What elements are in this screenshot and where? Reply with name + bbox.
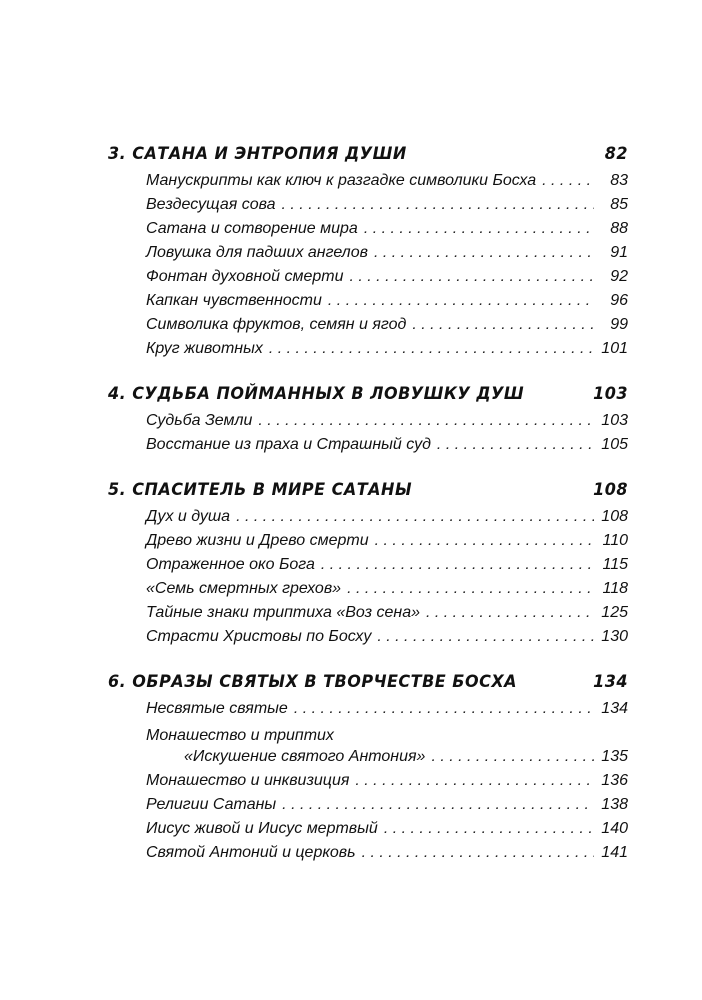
section-list bbox=[108, 508, 628, 652]
entry-label: Отраженное око Бога bbox=[146, 556, 315, 573]
dot-leader bbox=[269, 340, 594, 358]
entry-page-number: 125 bbox=[601, 604, 628, 621]
chapter-page-number: 134 bbox=[593, 670, 628, 692]
entry-page-number: 105 bbox=[601, 436, 628, 453]
dot-leader bbox=[236, 508, 594, 526]
toc-entry bbox=[108, 604, 628, 628]
dot-leader bbox=[384, 820, 594, 838]
entry-page-number: 135 bbox=[601, 748, 628, 765]
entry-label: Религии Сатаны bbox=[146, 796, 277, 813]
entry-page-number: 96 bbox=[610, 292, 628, 309]
toc-entry bbox=[108, 796, 628, 820]
section-list bbox=[108, 700, 628, 868]
entry-page-number: 134 bbox=[601, 700, 628, 717]
entry-label: Манускрипты как ключ к разгадке символики Босха bbox=[146, 172, 537, 189]
entry-label: Иисус живой и Иисус мертвый bbox=[146, 820, 378, 837]
entry-label: Древо жизни и Древо смерти bbox=[146, 532, 369, 549]
chapter-heading bbox=[108, 479, 628, 509]
dot-leader bbox=[362, 844, 594, 862]
entry-label: Сатана и сотворение мира bbox=[146, 220, 358, 237]
entry-page-number: 99 bbox=[610, 316, 628, 333]
chapter-4 bbox=[108, 384, 628, 460]
dot-leader bbox=[374, 244, 594, 262]
toc-entry bbox=[108, 556, 628, 580]
entry-label: Судьба Земли bbox=[146, 412, 253, 429]
dot-leader bbox=[426, 604, 594, 622]
entry-label: Монашество и триптих bbox=[146, 727, 334, 744]
toc-entry bbox=[108, 316, 628, 340]
entry-label: Несвятые святые bbox=[146, 700, 288, 717]
chapter-title: 6. ОБРАЗЫ СВЯТЫХ В ТВОРЧЕСТВЕ БОСХА bbox=[108, 670, 518, 692]
entry-label: Страсти Христовы по Босху bbox=[146, 628, 372, 645]
toc-entry bbox=[108, 196, 628, 220]
entry-page-number: 141 bbox=[601, 844, 628, 861]
table-of-contents bbox=[108, 144, 628, 888]
entry-label: Монашество и инквизиция bbox=[146, 772, 350, 789]
dot-leader bbox=[328, 292, 594, 310]
toc-entry bbox=[108, 532, 628, 556]
entry-page-number: 91 bbox=[610, 244, 628, 261]
chapter-title: 5. СПАСИТЕЛЬ В МИРЕ САТАНЫ bbox=[108, 478, 413, 500]
dot-leader bbox=[412, 316, 594, 334]
entry-label: «Семь смертных грехов» bbox=[146, 580, 342, 597]
section-list bbox=[108, 412, 628, 460]
entry-label: Святой Антоний и церковь bbox=[146, 844, 356, 861]
toc-entry bbox=[108, 700, 628, 724]
entry-label: Капкан чувственности bbox=[146, 292, 322, 309]
entry-page-number: 101 bbox=[601, 340, 628, 357]
dot-leader bbox=[321, 556, 594, 574]
toc-entry bbox=[108, 220, 628, 244]
dot-leader bbox=[282, 196, 594, 214]
dot-leader bbox=[375, 532, 594, 550]
toc-entry bbox=[108, 580, 628, 604]
entry-page-number: 140 bbox=[601, 820, 628, 837]
entry-page-number: 88 bbox=[610, 220, 628, 237]
dot-leader bbox=[364, 220, 594, 238]
toc-entry bbox=[108, 340, 628, 364]
chapter-5 bbox=[108, 480, 628, 652]
toc-entry bbox=[108, 724, 628, 772]
chapter-heading bbox=[108, 671, 628, 701]
entry-label-line2: «Искушение святого Антония» bbox=[184, 748, 426, 765]
toc-entry bbox=[108, 268, 628, 292]
entry-page-number: 92 bbox=[610, 268, 628, 285]
entry-page-number: 138 bbox=[601, 796, 628, 813]
toc-entry bbox=[108, 820, 628, 844]
chapter-title: 4. СУДЬБА ПОЙМАННЫХ В ЛОВУШКУ ДУШ bbox=[108, 382, 525, 404]
entry-page-number: 108 bbox=[601, 508, 628, 525]
entry-page-number: 103 bbox=[601, 412, 628, 429]
chapter-3 bbox=[108, 144, 628, 364]
dot-leader bbox=[437, 436, 594, 454]
entry-label: Тайные знаки триптиха «Воз сена» bbox=[146, 604, 420, 621]
dot-leader bbox=[542, 172, 594, 190]
chapter-title: 3. САТАНА И ЭНТРОПИЯ ДУШИ bbox=[108, 142, 407, 164]
toc-entry bbox=[108, 292, 628, 316]
section-list bbox=[108, 172, 628, 364]
dot-leader bbox=[282, 796, 594, 814]
dot-leader bbox=[294, 700, 594, 718]
entry-label: Восстание из праха и Страшный суд bbox=[146, 436, 431, 453]
chapter-heading bbox=[108, 383, 628, 413]
toc-entry bbox=[108, 844, 628, 868]
chapter-page-number: 82 bbox=[604, 142, 628, 164]
toc-entry bbox=[108, 508, 628, 532]
chapter-heading bbox=[108, 143, 628, 173]
entry-label: Символика фруктов, семян и ягод bbox=[146, 316, 407, 333]
toc-entry bbox=[108, 412, 628, 436]
entry-page-number: 118 bbox=[602, 580, 628, 597]
entry-page-number: 136 bbox=[601, 772, 628, 789]
entry-label: Фонтан духовной смерти bbox=[146, 268, 344, 285]
entry-page-number: 110 bbox=[602, 532, 628, 549]
dot-leader bbox=[431, 748, 594, 766]
dot-leader bbox=[355, 772, 594, 790]
toc-entry bbox=[108, 436, 628, 460]
dot-leader bbox=[350, 268, 595, 286]
entry-page-number: 85 bbox=[610, 196, 628, 213]
entry-page-number: 115 bbox=[602, 556, 628, 573]
toc-entry bbox=[108, 628, 628, 652]
dot-leader bbox=[258, 412, 594, 430]
chapter-page-number: 108 bbox=[593, 478, 628, 500]
toc-entry bbox=[108, 772, 628, 796]
entry-label: Дух и душа bbox=[146, 508, 231, 525]
entry-continuation bbox=[146, 748, 628, 772]
dot-leader bbox=[377, 628, 594, 646]
entry-page-number: 130 bbox=[601, 628, 628, 645]
entry-page-number: 83 bbox=[610, 172, 628, 189]
entry-label: Вездесущая сова bbox=[146, 196, 276, 213]
entry-label: Ловушка для падших ангелов bbox=[146, 244, 368, 261]
chapter-6 bbox=[108, 672, 628, 868]
toc-entry bbox=[108, 172, 628, 196]
entry-label: Круг животных bbox=[146, 340, 263, 357]
toc-entry bbox=[108, 244, 628, 268]
chapter-page-number: 103 bbox=[593, 382, 628, 404]
dot-leader bbox=[347, 580, 594, 598]
